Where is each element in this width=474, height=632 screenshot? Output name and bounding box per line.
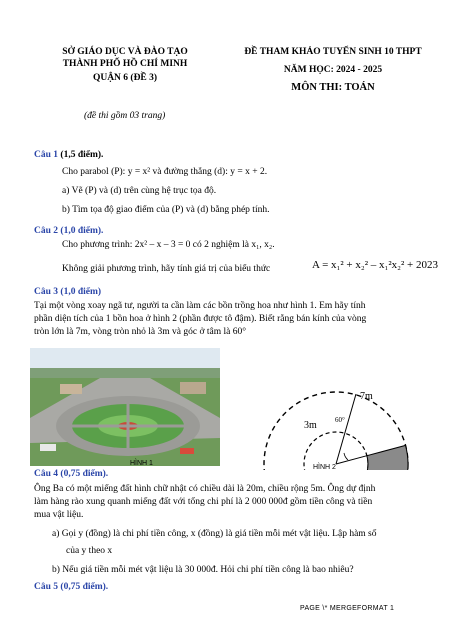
header-left-line3: QUẬN 6 (ĐỀ 3) [92, 73, 158, 83]
question-3-line3: tròn lớn là 7m, vòng tròn nhỏ là 3m và góc ở tâm là 60° [34, 327, 246, 337]
header-left-line2: THÀNH PHỐ HỒ CHÍ MINH [62, 59, 188, 69]
question-3-heading [34, 286, 101, 299]
pages-note: (đề thi gồm 03 trang) [84, 111, 166, 121]
roundabout-illustration [30, 348, 220, 466]
question-3-line2: phần diện tích của 1 bồn hoa ở hình 2 (phần được tô đậm). Biết rằng bán kính của vòng [34, 314, 367, 324]
label-7m: 7m [360, 391, 373, 402]
school-dept [40, 46, 210, 84]
roundabout-photo [30, 348, 220, 466]
exam-title-block [218, 46, 448, 94]
label-60-degrees: 60° [335, 416, 345, 424]
question-4-line1: Ông Ba có một miếng đất hình chữ nhật có chiều dài là 20m, chiều rộng 5m. Ông dự định [34, 484, 376, 494]
question-5-label: Câu 5 [34, 582, 59, 592]
label-3m: 3m [304, 420, 317, 431]
question-1-intro: Cho parabol (P): y = x² và đường thẳng (d): y = x + 2. [62, 167, 268, 177]
header-left-line1: SỞ GIÁO DỤC VÀ ĐÀO TẠO [62, 47, 188, 57]
question-3-label: Câu 3 [34, 287, 59, 297]
question-4-points: (0,75 điểm). [60, 469, 109, 479]
figure-1-caption: HÌNH 1 [130, 460, 153, 467]
question-2-label: Câu 2 [34, 226, 59, 236]
page-footer: PAGE \* MERGEFORMAT 1 [300, 605, 395, 612]
question-1-points: (1,5 điểm). [60, 150, 104, 160]
question-1-part-b: b) Tìm tọa độ giao điểm của (P) và (d) bằng phép tính. [62, 205, 270, 215]
header-right-line1: ĐỀ THAM KHẢO TUYỂN SINH 10 THPT [244, 47, 422, 57]
figure-2-caption: HÌNH 2 [313, 464, 336, 471]
question-3-line1: Tại một vòng xoay ngã tư, người ta cần làm các bồn trồng hoa như hình 1. Em hãy tính [34, 301, 366, 311]
question-4-part-a-line2: của y theo x [66, 546, 113, 556]
question-4-part-a-line1: a) Gọi y (đồng) là chi phí tiền công, x (đồng) là giá tiền mỗi mét vật liệu. Lập hàm số [52, 529, 377, 539]
question-2-intro: Cho phương trình: 2x² – x – 3 = 0 có 2 nghiệm là x₁, x₂. [62, 240, 275, 250]
question-2-ask: Không giải phương trình, hãy tính giá trị của biểu thức [62, 264, 271, 274]
header-right-line2: NĂM HỌC: 2024 - 2025 [283, 65, 383, 75]
annulus-sector-diagram [236, 336, 436, 470]
question-5-heading [34, 581, 108, 594]
question-2-heading [34, 225, 103, 238]
question-4-heading [34, 468, 108, 481]
question-5-points: (0,75 điểm). [60, 582, 109, 592]
question-2-points: (1,0 điểm). [60, 226, 104, 236]
question-3-points: (1,0 điểm) [60, 287, 102, 297]
question-1-part-a: a) Vẽ (P) và (d) trên cùng hệ trục tọa độ. [62, 186, 217, 196]
question-2-formula: A = x₁² + x₂² – x₁²x₂² + 2023 [312, 259, 438, 271]
question-1-heading [34, 149, 103, 162]
question-4-line2: làm hàng rào xung quanh miếng đất với tổng chi phí là 2 000 000đ gồm tiền công và tiền [34, 497, 373, 507]
header-right-line3: MÔN THI: TOÁN [291, 82, 375, 93]
question-4-label: Câu 4 [34, 469, 59, 479]
question-4-part-b: b) Nếu giá tiền mỗi mét vật liệu là 30 000đ. Hỏi chi phí tiền công là bao nhiêu? [52, 565, 354, 575]
question-4-line3: mua vật liệu. [34, 510, 84, 520]
question-1-label: Câu 1 [34, 150, 59, 160]
